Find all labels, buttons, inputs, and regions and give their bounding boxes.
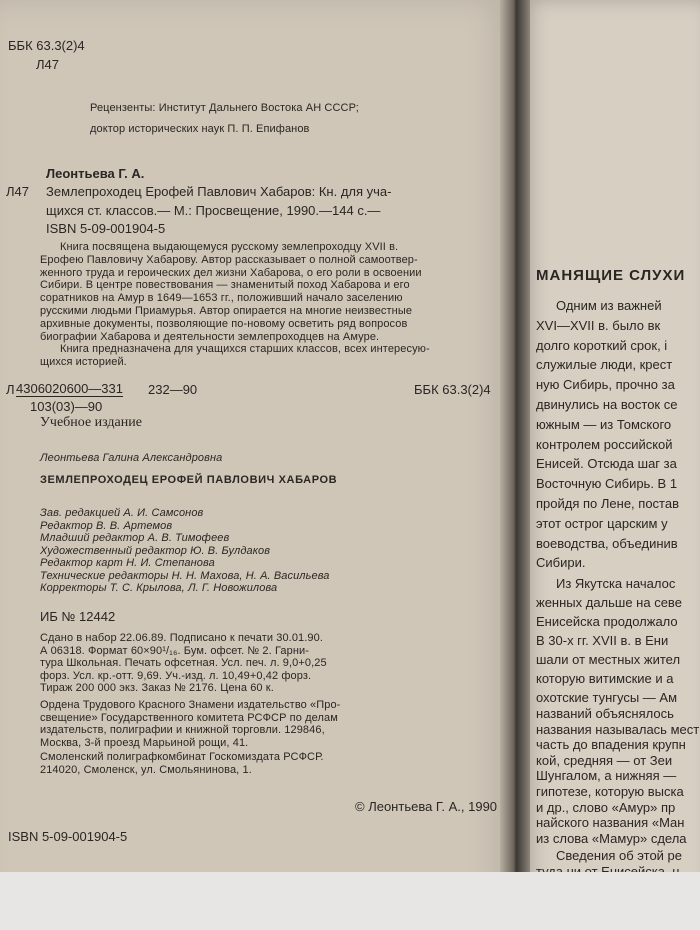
credit-line: Зав. редакцией А. И. Самсонов: [40, 507, 204, 519]
right-page-line: Восточную Сибирь. В 1: [536, 476, 678, 492]
annotation-line: Книга предназначена для учащихся старших классов, всех интересую-: [60, 343, 430, 356]
right-page-line: контролем российской: [536, 436, 673, 452]
right-page-line: гипотезе, которую выска: [536, 784, 684, 799]
credit-line: Художественный редактор Ю. В. Булдаков: [40, 544, 271, 557]
print-info-line: форз. Усл. кр.-отт. 9,69. Уч.-изд. л. 10,49+0,42 форз.: [40, 669, 312, 682]
code-letter: Л: [6, 382, 15, 397]
annotation-line: биографии Хабарова и деятельности землепроходцев на Амуре.: [40, 330, 380, 343]
annotation-line: щихся историей.: [40, 356, 127, 369]
right-page-line: Енисейска продолжало: [536, 614, 678, 630]
annotation-line: Ерофею Павловичу Хабарову. Автор рассказывает о полной самоотвер-: [40, 253, 418, 266]
code-year: 232—90: [148, 382, 198, 397]
right-page-line: названия называлась мест: [536, 721, 700, 737]
print-info-line: Тираж 200 000 экз. Заказ № 2176. Цена 60 к.: [40, 682, 274, 694]
annotation-line: женного труда и героических дел жизни Хабарова, о его роли в освоении: [40, 266, 422, 279]
table-surface: [0, 872, 700, 930]
right-page-line: Енисей. Отсюда шаг за: [536, 456, 677, 472]
title-line-1: Землепроходец Ерофей Павлович Хабаров: Кн. для уча-: [46, 184, 392, 199]
reviewers-line-1: Рецензенты: Институт Дальнего Востока АН СССР;: [90, 102, 359, 114]
print-info-line: Сдано в набор 22.06.89. Подписано к печати 30.01.90.: [40, 632, 324, 644]
credit-line: Редактор В. В. Артемов: [40, 519, 173, 532]
right-page-line: пройдя по Лене, постав: [536, 496, 679, 511]
right-page-line: женных дальше на севе: [536, 595, 682, 611]
right-page-line: ную Сибирь, прочно за: [536, 377, 675, 393]
printer-line: 214020, Смоленск, ул. Смольянинова, 1.: [40, 763, 252, 776]
title-line-2: щихся ст. классов.— М.: Просвещение, 1990.—144 с.—: [46, 203, 381, 218]
credit-line: Технические редакторы Н. Н. Махова, Н. А. Васильева: [40, 569, 330, 582]
isbn-line: ISBN 5-09-001904-5: [46, 221, 166, 236]
copyright: © Леонтьева Г. А., 1990: [355, 799, 498, 814]
annotation-line: Книга посвящена выдающемуся русскому землепроходцу XVII в.: [60, 241, 399, 253]
annotation-line: Сибири. В центре повествования — знаменитый поход Хабарова и его: [40, 279, 410, 292]
print-info-line: тура Школьная. Печать офсетная. Усл. печ. л. 9,0+0,25: [40, 657, 327, 669]
right-page-line: воеводства, объединив: [536, 535, 678, 551]
right-page-line: служилые люди, крест: [536, 357, 673, 373]
author-short: Леонтьева Г. А.: [46, 166, 145, 181]
right-page-line: шали от местных жител: [536, 652, 681, 668]
code-denominator: 103(03)—90: [30, 399, 103, 414]
printer-line: Смоленский полиграфкомбинат Госкомиздата РСФСР.: [40, 751, 324, 763]
right-page: [522, 0, 700, 930]
edition-type: Учебное издание: [40, 415, 142, 430]
author-code-mid: Л47: [6, 184, 29, 199]
publisher-line: Ордена Трудового Красного Знамени издательство «Про-: [40, 699, 341, 711]
credit-line: Младший редактор А. В. Тимофеев: [40, 532, 230, 544]
bbk-code-right: ББК 63.3(2)4: [414, 382, 491, 397]
right-page-line: южным — из Томского: [536, 416, 672, 432]
right-page-line: и др., слово «Амур» пр: [536, 799, 676, 815]
right-page-line: В 30-х гг. XVII в. в Ени: [536, 633, 669, 649]
chapter-heading: МАНЯЩИЕ СЛУХИ: [536, 267, 686, 284]
publisher-line: свещение» Государственного комитета РСФСР по делам: [40, 711, 338, 724]
right-page-line: найского названия «Ман: [536, 815, 685, 831]
right-page-line: Сибири.: [536, 555, 586, 571]
book-gutter: [500, 0, 530, 930]
publisher-line: издательств, полиграфии и книжной торговли. 129846,: [40, 724, 325, 736]
right-page-line: долго короткий срок, і: [536, 337, 668, 353]
right-page-line: этот острог царским у: [536, 515, 668, 531]
code-numerator: 4306020600—331: [16, 381, 123, 396]
author-full-name: Леонтьева Галина Александровна: [40, 452, 223, 464]
right-page-line: кой, средняя — от Зеи: [536, 752, 673, 768]
annotation-line: соратников на Амур в 1649—1653 гг., положивший начало заселению: [40, 292, 403, 305]
right-page-line: Одним из важней: [556, 298, 662, 313]
right-page-line: Из Якутска началос: [556, 576, 676, 592]
reviewers-line-2: доктор исторических наук П. П. Епифанов: [90, 123, 310, 135]
right-page-line: которую витимские и а: [536, 671, 674, 687]
print-info-line: А 06318. Формат 60×90¹/₁₆. Бум. офсет. № 2. Гарни-: [40, 644, 310, 657]
right-page-line: Шунгалом, а нижняя —: [536, 768, 677, 784]
credit-line: Корректоры Т. С. Крылова, Л. Г. Новожилова: [40, 582, 278, 594]
right-page-line: двинулись на восток се: [536, 397, 678, 412]
credit-line: Редактор карт Н. И. Степанова: [40, 557, 215, 569]
right-page-line: названий объяснялось: [536, 706, 674, 721]
right-page-line: часть до впадения крупн: [536, 737, 686, 753]
annotation-line: архивные документы, позволяющие по-новому осветить ряд вопросов: [40, 317, 408, 330]
right-page-line: из слова «Мамур» сдела: [536, 830, 687, 846]
publisher-line: Москва, 3-й проезд Марьиной рощи, 41.: [40, 736, 249, 749]
author-code-top: Л47: [36, 57, 59, 72]
book-title: ЗЕМЛЕПРОХОДЕЦ ЕРОФЕЙ ПАВЛОВИЧ ХАБАРОВ: [40, 474, 338, 486]
bbk-code-top: ББК 63.3(2)4: [8, 38, 85, 53]
right-page-line: Сведения об этой ре: [556, 848, 683, 864]
right-page-line: охотские тунгусы — Ам: [536, 690, 678, 706]
annotation-line: русскими людьми Приамурья. Автор опирается на многие неизвестные: [40, 305, 413, 317]
right-page-line: XVI—XVII в. было вк: [536, 317, 661, 333]
isbn-bottom: ISBN 5-09-001904-5: [8, 829, 128, 844]
ib-number: ИБ № 12442: [40, 609, 116, 624]
